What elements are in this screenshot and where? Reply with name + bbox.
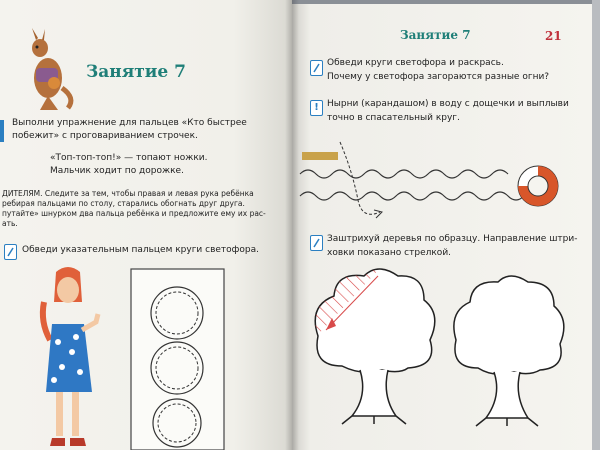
girl-illustration bbox=[38, 262, 108, 450]
parents-note-line3: путайте» шнурком два пальца ребёнка и предложите ему их рас- bbox=[2, 209, 266, 218]
exclamation-marker-icon: ! bbox=[310, 100, 323, 116]
plank bbox=[302, 152, 338, 160]
parents-note-line2: ребирая пальцами по столу, старались обогнать друг друга. bbox=[2, 199, 245, 208]
pencil-marker-icon bbox=[4, 244, 17, 260]
exclamation-marker-icon bbox=[0, 120, 4, 142]
page-edge bbox=[592, 0, 600, 450]
task2-line2: точно в спасательный круг. bbox=[327, 113, 460, 123]
pencil-marker-icon bbox=[310, 235, 323, 251]
book-spine bbox=[285, 0, 299, 450]
tree-to-hatch bbox=[450, 272, 570, 428]
traffic-light-outline bbox=[130, 268, 225, 450]
task2-line1: Нырни (карандашом) в воду с дощечки и выплыви bbox=[327, 99, 569, 109]
task3-line2: ховки показано стрелкой. bbox=[327, 248, 452, 258]
exercise2-text: Обведи указательным пальцем круги светофора. bbox=[22, 245, 259, 255]
diving-exercise bbox=[300, 140, 580, 220]
task1-line2: Почему у светофора загораются разные огни? bbox=[327, 72, 550, 82]
parents-note-line4: ать. bbox=[2, 219, 18, 228]
rhyme-line2: Мальчик ходит по дорожке. bbox=[50, 166, 184, 176]
parents-note-line1: ДИТЕЛЯМ. Следите за тем, чтобы правая и левая рука ребёнка bbox=[2, 189, 254, 198]
lesson-title: Занятие 7 bbox=[86, 62, 186, 82]
task1-line1: Обведи круги светофора и раскрась. bbox=[327, 58, 504, 68]
kangaroo-illustration bbox=[18, 28, 78, 113]
rhyme-line1: «Топ-топ-топ!» — топают ножки. bbox=[50, 153, 208, 163]
page-header-title: Занятие 7 bbox=[400, 28, 471, 42]
pencil-marker-icon bbox=[310, 60, 323, 76]
page-number: 21 bbox=[545, 29, 562, 43]
exercise1-line2: побежит» с проговариванием строчек. bbox=[12, 131, 198, 141]
tree-sample-hatched bbox=[312, 266, 442, 428]
exercise1-line1: Выполни упражнение для пальцев «Кто быстрее bbox=[12, 118, 247, 128]
task3-line1: Заштрихуй деревья по образцу. Направление штри- bbox=[327, 234, 578, 244]
